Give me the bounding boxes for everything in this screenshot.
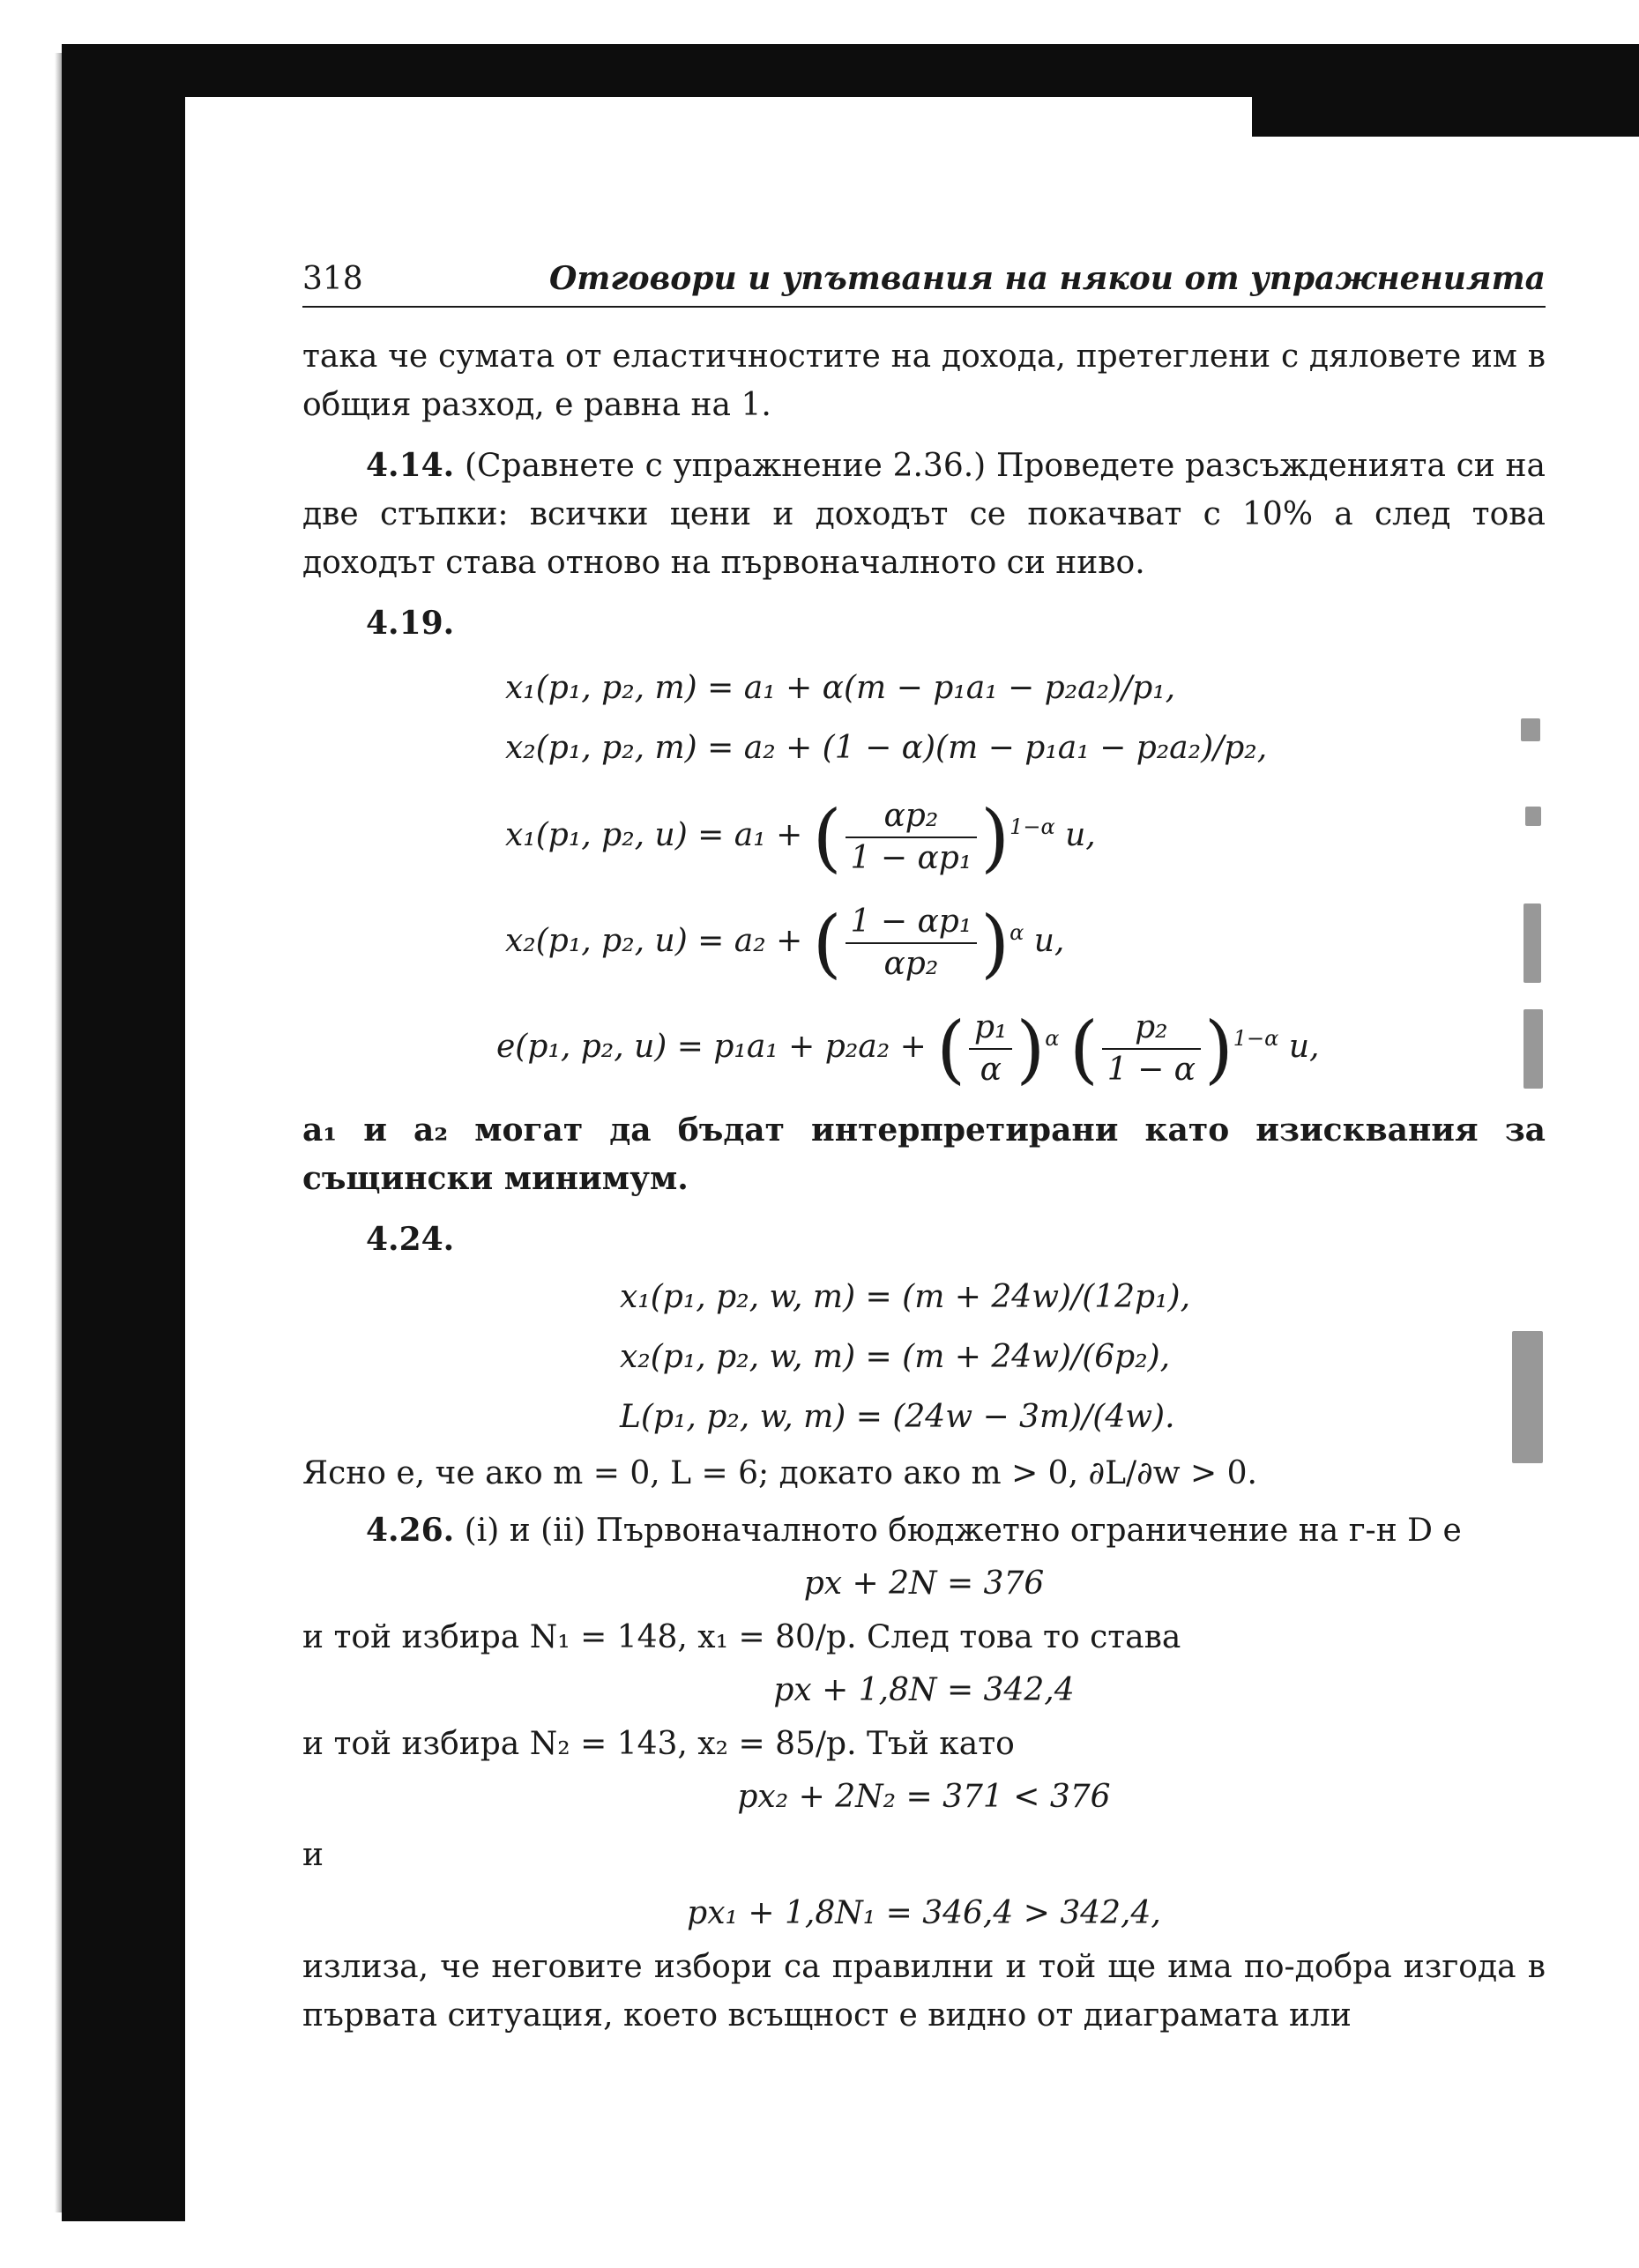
denominator: 1 − α — [1106, 1052, 1196, 1088]
equation: px₂ + 2N₂ = 371 < 376 — [737, 1779, 1111, 1815]
page-number: 318 — [302, 261, 363, 297]
closing-paragraph: излиза, че неговите избори са правилни и той ще има по-добра изгода в първата ситуация, което всъщност е видно от диаграмата или — [302, 1949, 1546, 2034]
paren-left: ( — [936, 1006, 965, 1092]
paren-left: ( — [812, 900, 842, 986]
equation — [505, 778, 1546, 884]
text-line: и — [302, 1837, 324, 1873]
scan-border-left — [62, 44, 185, 2221]
paren-right: ) — [980, 794, 1010, 881]
equation — [496, 990, 1546, 1096]
paren-right: ) — [1203, 1006, 1233, 1092]
text-line: и той избира N₁ = 148, x₁ = 80/p. След това то става — [302, 1619, 1181, 1655]
exercise-text: (Сравнете с упражнение 2.36.) Проведете разсъжденията си на две стъпки: всички цени и доходът се покачват с 10% а след това доходът става отново на първоначалното си ниво. — [302, 448, 1546, 581]
equation-tail: u, — [1288, 1029, 1320, 1065]
scan-border-top — [62, 44, 1639, 97]
equation: x₁(p₁, p₂, m) = a₁ + α(m − p₁a₁ − p₂a₂)/p₁, — [505, 670, 1176, 706]
equations-4-24 — [302, 1268, 1546, 1447]
exercise-text: (i) и (ii) Първоначалното бюджетно ограничение на г-н D е — [464, 1513, 1462, 1549]
running-title: Отговори и упътвания на някои от упражненията — [548, 260, 1546, 297]
exercise-label-4-19: 4.19. — [366, 605, 455, 642]
equation: px + 2N = 376 — [803, 1565, 1045, 1602]
exponent: 1−α — [1233, 1026, 1279, 1051]
equation: L(p₁, p₂, w, m) = (24w − 3m)/(4w). — [620, 1399, 1175, 1435]
equation — [505, 884, 1546, 990]
equation-lhs: x₁(p₁, p₂, u) = a₁ + — [505, 817, 803, 853]
equation-tail: u, — [1033, 923, 1065, 959]
paren-left: ( — [1069, 1006, 1099, 1092]
equation: x₁(p₁, p₂, w, m) = (m + 24w)/(12p₁), — [620, 1279, 1191, 1315]
exercise-4-14 — [302, 442, 1546, 587]
paren-right: ) — [980, 900, 1010, 986]
fraction — [846, 796, 978, 879]
denominator: α — [980, 1052, 1002, 1088]
exercise-label-4-24: 4.24. — [366, 1221, 455, 1258]
exponent: α — [1045, 1026, 1060, 1051]
exercise-label: 4.14. — [366, 447, 455, 484]
paren-right: ) — [1016, 1006, 1046, 1092]
text-line: и той избира N₂ = 143, x₂ = 85/p. Тъй като — [302, 1726, 1015, 1762]
equation: x₂(p₁, p₂, m) = a₂ + (1 − α)(m − p₁a₁ − p₂a₂)/p₂, — [505, 730, 1268, 766]
exercise-label: 4.26. — [366, 1512, 455, 1549]
numerator: αp₂ — [846, 796, 978, 838]
numerator: p₁ — [969, 1008, 1012, 1050]
page-content — [302, 260, 1546, 2040]
note-4-19: a₁ и a₂ могат да бъдат интерпретирани като изисквания за същински минимум. — [302, 1112, 1546, 1197]
equation-lhs: e(p₁, p₂, u) = p₁a₁ + p₂a₂ + — [496, 1029, 927, 1065]
equation: px + 1,8N = 342,4 — [773, 1672, 1075, 1708]
equations-4-19 — [302, 658, 1546, 1096]
equation-lhs: x₂(p₁, p₂, u) = a₂ + — [505, 923, 803, 959]
numerator: 1 − αp₁ — [846, 902, 978, 944]
intro-paragraph: така че сумата от еластичностите на дохода, претеглени с дяловете им в общия разход, е равна на 1. — [302, 338, 1546, 423]
numerator: p₂ — [1102, 1008, 1201, 1050]
fraction — [1102, 1008, 1201, 1090]
equation: x₂(p₁, p₂, w, m) = (m + 24w)/(6p₂), — [620, 1339, 1171, 1375]
fraction — [969, 1008, 1012, 1090]
paren-left: ( — [812, 794, 842, 881]
exercise-4-26 — [302, 1506, 1546, 1555]
equation: px₁ + 1,8N₁ = 346,4 > 342,4, — [687, 1895, 1161, 1931]
scan-border-top-right — [1252, 93, 1639, 137]
denominator: 1 − αp₁ — [850, 840, 972, 876]
note-4-24: Ясно е, че ако m = 0, L = 6; докато ако m > 0, ∂L/∂w > 0. — [302, 1455, 1257, 1491]
exponent: α — [1009, 920, 1024, 945]
page-header — [302, 260, 1546, 308]
equation-tail: u, — [1065, 817, 1096, 853]
fraction — [846, 902, 978, 985]
denominator: αp₂ — [883, 946, 939, 982]
book-page — [185, 137, 1639, 2268]
exponent: 1−α — [1009, 814, 1055, 839]
